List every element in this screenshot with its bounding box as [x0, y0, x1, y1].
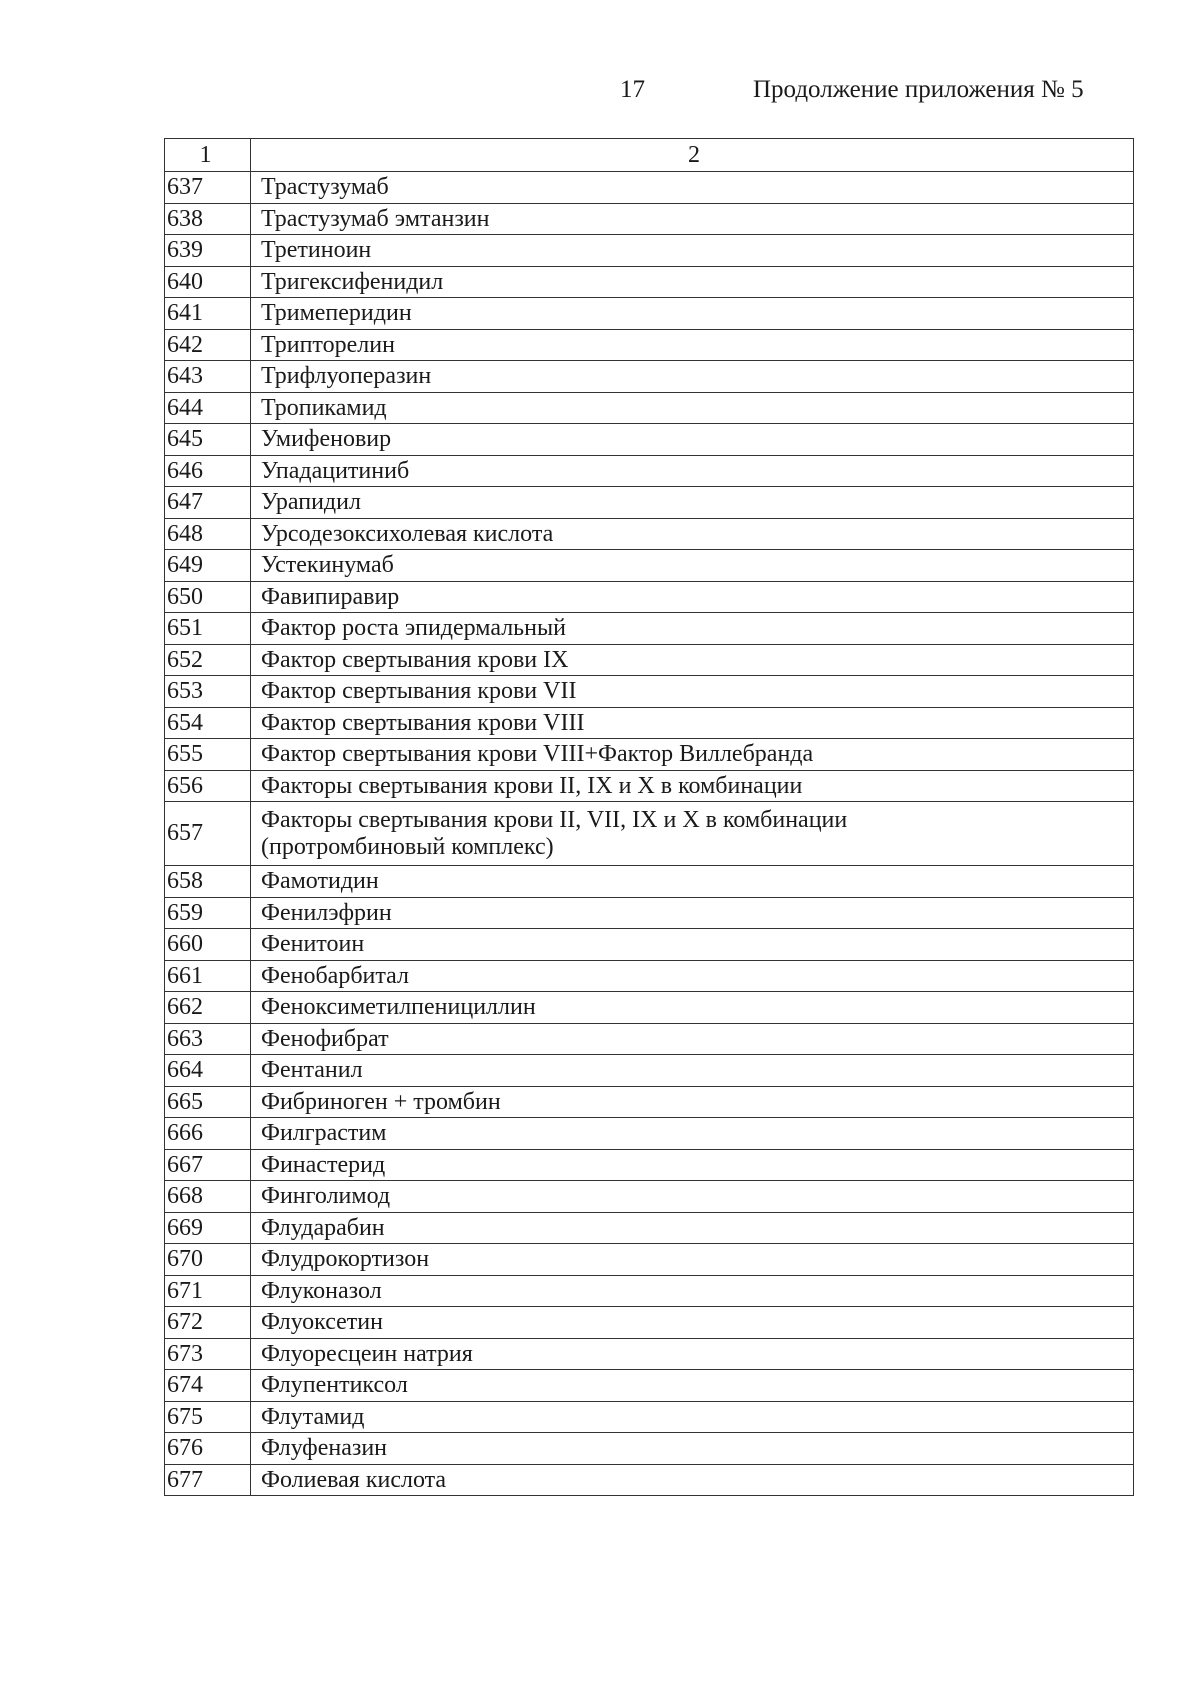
drug-name: Трифлуоперазин: [261, 363, 432, 390]
drug-name-cell: [251, 424, 1134, 456]
table-row: [165, 1307, 1134, 1339]
drug-name-cell: [251, 802, 1134, 866]
drug-name: Флуфеназин: [261, 1435, 388, 1462]
drug-name: Фолиевая кислота: [261, 1466, 447, 1493]
row-number: 652: [165, 644, 251, 676]
drug-name: Трастузумаб эмтанзин: [261, 205, 490, 232]
drug-name: Фактор свертывания крови VIII+Фактор Виллебранда: [261, 741, 814, 768]
drug-name-cell: [251, 1149, 1134, 1181]
drug-name-cell: [251, 1212, 1134, 1244]
table-row: [165, 644, 1134, 676]
drug-name: Фактор свертывания крови VII: [261, 678, 577, 705]
drug-name-cell: [251, 1307, 1134, 1339]
row-number: 655: [165, 739, 251, 771]
drug-name-cell: [251, 1086, 1134, 1118]
drug-name: Устекинумаб: [261, 552, 394, 579]
row-number: 658: [165, 866, 251, 898]
drug-name: Флупентиксол: [261, 1372, 408, 1399]
table-row: [165, 1023, 1134, 1055]
page-number: 17: [620, 76, 645, 103]
row-number: 640: [165, 266, 251, 298]
drug-name-cell: [251, 929, 1134, 961]
drug-name-cell: [251, 676, 1134, 708]
table-row: [165, 897, 1134, 929]
drug-name: Трастузумаб: [261, 174, 389, 201]
row-number: 641: [165, 298, 251, 330]
drug-name-cell: [251, 1275, 1134, 1307]
drug-name: Трипторелин: [261, 331, 395, 358]
row-number: 675: [165, 1401, 251, 1433]
drug-name: Флуоресцеин натрия: [261, 1340, 473, 1367]
table-row: [165, 929, 1134, 961]
row-number: 676: [165, 1433, 251, 1465]
drug-name: Филграстим: [261, 1120, 387, 1147]
table-row: [165, 1212, 1134, 1244]
drug-name-cell: [251, 203, 1134, 235]
table-row: [165, 802, 1134, 866]
row-number: 662: [165, 992, 251, 1024]
drug-name-cell: [251, 897, 1134, 929]
drug-name: Третиноин: [261, 237, 372, 264]
drug-name: Тримеперидин: [261, 300, 412, 327]
drug-name-cell: [251, 487, 1134, 519]
table-row: [165, 518, 1134, 550]
table-row: [165, 1086, 1134, 1118]
table-row: [165, 1433, 1134, 1465]
row-number: 657: [165, 802, 251, 866]
table-row: [165, 298, 1134, 330]
drug-name-cell: [251, 235, 1134, 267]
table-row: [165, 581, 1134, 613]
table-row: [165, 770, 1134, 802]
drug-name: Финастерид: [261, 1151, 386, 1178]
drug-name-cell: [251, 1244, 1134, 1276]
drug-name-cell: [251, 1464, 1134, 1496]
column-header-name: 2: [251, 139, 1134, 172]
drug-name: Фактор роста эпидермальный: [261, 615, 566, 642]
row-number: 659: [165, 897, 251, 929]
drug-name: Умифеновир: [261, 426, 392, 453]
row-number: 647: [165, 487, 251, 519]
row-number: 663: [165, 1023, 251, 1055]
row-number: 651: [165, 613, 251, 645]
drug-name-cell: [251, 1055, 1134, 1087]
row-number: 646: [165, 455, 251, 487]
drug-name-cell: [251, 298, 1134, 330]
drug-name-cell: [251, 1338, 1134, 1370]
row-number: 639: [165, 235, 251, 267]
drug-name-cell: [251, 1118, 1134, 1150]
table-row: [165, 1181, 1134, 1213]
drug-name: Упадацитиниб: [261, 457, 410, 484]
table-body: [165, 172, 1134, 1496]
table-row: [165, 866, 1134, 898]
row-number: 667: [165, 1149, 251, 1181]
table-row: [165, 203, 1134, 235]
drug-name-cell: [251, 518, 1134, 550]
row-number: 660: [165, 929, 251, 961]
drug-name: Феноксиметилпенициллин: [261, 994, 536, 1021]
table-row: [165, 329, 1134, 361]
row-number: 656: [165, 770, 251, 802]
table-row: [165, 1464, 1134, 1496]
row-number: 643: [165, 361, 251, 393]
row-number: 661: [165, 960, 251, 992]
row-number: 664: [165, 1055, 251, 1087]
drug-name: Фенитоин: [261, 931, 365, 958]
table-header-row: [165, 139, 1134, 172]
drug-name: Фактор свертывания крови IX: [261, 646, 569, 673]
drug-name-cell: [251, 455, 1134, 487]
row-number: 644: [165, 392, 251, 424]
drug-name-cell: [251, 739, 1134, 771]
drug-name: Флуоксетин: [261, 1309, 383, 1336]
drug-name: Тригексифенидил: [261, 268, 444, 295]
table-row: [165, 707, 1134, 739]
drug-name-cell: [251, 1181, 1134, 1213]
table-row: [165, 739, 1134, 771]
row-number: 674: [165, 1370, 251, 1402]
row-number: 638: [165, 203, 251, 235]
row-number: 637: [165, 172, 251, 204]
table-row: [165, 487, 1134, 519]
table-row: [165, 1338, 1134, 1370]
row-number: 673: [165, 1338, 251, 1370]
drug-name: Флударабин: [261, 1214, 385, 1241]
table-row: [165, 424, 1134, 456]
drug-name: Урсодезоксихолевая кислота: [261, 520, 554, 547]
drug-name-cell: [251, 992, 1134, 1024]
continuation-title: Продолжение приложения № 5: [753, 76, 1084, 103]
row-number: 671: [165, 1275, 251, 1307]
table-row: [165, 676, 1134, 708]
row-number: 649: [165, 550, 251, 582]
row-number: 677: [165, 1464, 251, 1496]
drug-name-cell: [251, 644, 1134, 676]
table-row: [165, 235, 1134, 267]
table-row: [165, 455, 1134, 487]
table-row: [165, 1118, 1134, 1150]
drug-name-cell: [251, 1433, 1134, 1465]
row-number: 669: [165, 1212, 251, 1244]
drug-name-cell: [251, 550, 1134, 582]
drug-name-cell: [251, 581, 1134, 613]
column-header-number: 1: [165, 139, 251, 172]
row-number: 650: [165, 581, 251, 613]
row-number: 668: [165, 1181, 251, 1213]
table-row: [165, 613, 1134, 645]
row-number: 653: [165, 676, 251, 708]
row-number: 654: [165, 707, 251, 739]
drug-list-table: [164, 138, 1134, 1496]
drug-name: Фенилэфрин: [261, 899, 392, 926]
drug-name-cell: [251, 613, 1134, 645]
drug-name: Фибриноген + тромбин: [261, 1088, 501, 1115]
drug-name-cell: [251, 329, 1134, 361]
row-number: 666: [165, 1118, 251, 1150]
drug-name: Фактор свертывания крови VIII: [261, 709, 585, 736]
table-row: [165, 266, 1134, 298]
drug-name: Фентанил: [261, 1057, 363, 1084]
drug-name: Урапидил: [261, 489, 361, 516]
table-row: [165, 392, 1134, 424]
table-row: [165, 361, 1134, 393]
drug-name-cell: [251, 361, 1134, 393]
drug-name-cell: [251, 707, 1134, 739]
drug-name: Флуконазол: [261, 1277, 382, 1304]
drug-name: Факторы свертывания крови II, IX и X в комбинации: [261, 772, 803, 799]
row-number: 648: [165, 518, 251, 550]
row-number: 642: [165, 329, 251, 361]
drug-name: (протромбиновый комплекс): [261, 833, 554, 860]
drug-name: Факторы свертывания крови II, VII, IX и X в комбинации: [261, 807, 848, 834]
drug-name: Финголимод: [261, 1183, 391, 1210]
drug-name-cell: [251, 866, 1134, 898]
table-row: [165, 1275, 1134, 1307]
drug-name-cell: [251, 266, 1134, 298]
drug-name-cell: [251, 770, 1134, 802]
drug-name-cell: [251, 1401, 1134, 1433]
drug-name-cell: [251, 1023, 1134, 1055]
table-row: [165, 960, 1134, 992]
drug-name: Фавипиравир: [261, 583, 400, 610]
row-number: 645: [165, 424, 251, 456]
drug-name-cell: [251, 392, 1134, 424]
table-row: [165, 1244, 1134, 1276]
row-number: 665: [165, 1086, 251, 1118]
drug-name-cell: [251, 1370, 1134, 1402]
table-row: [165, 172, 1134, 204]
drug-name: Фамотидин: [261, 868, 379, 895]
drug-name: Флудрокортизон: [261, 1246, 430, 1273]
table-row: [165, 1370, 1134, 1402]
table-row: [165, 1055, 1134, 1087]
table-row: [165, 550, 1134, 582]
table-row: [165, 1149, 1134, 1181]
table-row: [165, 1401, 1134, 1433]
drug-name: Флутамид: [261, 1403, 365, 1430]
row-number: 670: [165, 1244, 251, 1276]
table-row: [165, 992, 1134, 1024]
row-number: 672: [165, 1307, 251, 1339]
drug-name: Тропикамид: [261, 394, 387, 421]
drug-name: Фенобарбитал: [261, 962, 409, 989]
drug-name: Фенофибрат: [261, 1025, 389, 1052]
drug-name-cell: [251, 172, 1134, 204]
drug-name-cell: [251, 960, 1134, 992]
